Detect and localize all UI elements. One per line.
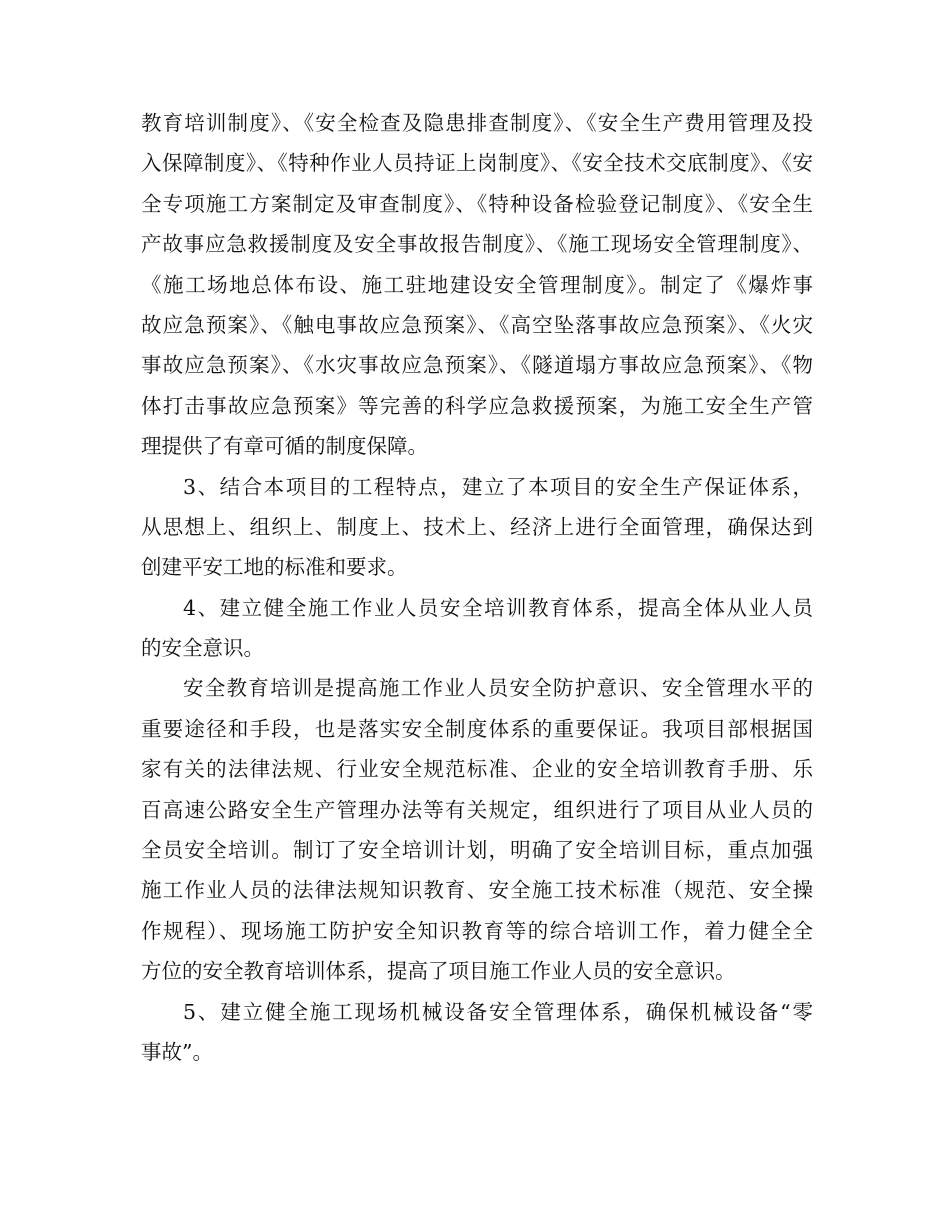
text-line: 体打击事故应急预案》等完善的科学应急救援预案，为施工安全生产管	[141, 393, 813, 418]
text-line: 理提供了有章可循的制度保障。	[141, 434, 428, 459]
text-line: 4、建立健全施工作业人员安全培训教育体系，提高全体从业人员	[183, 595, 813, 620]
text-line: 入保障制度》、《特种作业人员持证上岗制度》、《安全技术交底制度》、《安	[141, 151, 813, 176]
text-line: 产故事应急救援制度及安全事故报告制度》、《施工现场安全管理制度》、	[141, 232, 813, 257]
text-line: 施工作业人员的法律法规知识教育、安全施工技术标准（规范、安全操	[141, 878, 813, 903]
paragraph-item-3	[141, 467, 813, 588]
text-line: 教育培训制度》、《安全检查及隐患排查制度》、《安全生产费用管理及投	[141, 111, 813, 135]
text-line: 3、结合本项目的工程特点，建立了本项目的安全生产保证体系，	[183, 474, 813, 499]
text-line: 安全教育培训是提高施工作业人员安全防护意识、安全管理水平的	[183, 676, 813, 701]
paragraph-regulations	[141, 103, 813, 467]
text-line: 故应急预案》、《触电事故应急预案》、《高空坠落事故应急预案》、《火灾	[141, 312, 813, 337]
text-line: 的安全意识。	[141, 636, 264, 661]
text-line: 事故”。	[141, 1039, 213, 1064]
text-line: 全专项施工方案制定及审查制度》、《特种设备检验登记制度》、《安全生	[141, 191, 813, 216]
text-line: 5、建立健全施工现场机械设备安全管理体系，确保机械设备“零	[183, 999, 813, 1024]
body-text	[141, 103, 813, 1072]
text-line: 《施工场地总体布设、施工驻地建设安全管理制度》。制定了《爆炸事	[141, 272, 813, 297]
text-line: 事故应急预案》、《水灾事故应急预案》、《隧道塌方事故应急预案》、《物	[141, 353, 813, 378]
text-line: 创建平安工地的标准和要求。	[141, 555, 408, 580]
text-line: 作规程）、现场施工防护安全知识教育等的综合培训工作，着力健全全	[141, 918, 813, 943]
text-line: 重要途径和手段，也是落实安全制度体系的重要保证。我项目部根据国	[141, 716, 813, 741]
text-line: 全员安全培训。制订了安全培训计划，明确了安全培训目标，重点加强	[141, 838, 813, 863]
text-line: 方位的安全教育培训体系，提高了项目施工作业人员的安全意识。	[141, 959, 736, 984]
paragraph-training	[141, 668, 813, 991]
text-line: 百高速公路安全生产管理办法等有关规定，组织进行了项目从业人员的	[141, 797, 813, 822]
paragraph-item-5	[141, 992, 813, 1073]
text-line: 从思想上、组织上、制度上、技术上、经济上进行全面管理，确保达到	[141, 514, 813, 539]
text-line: 家有关的法律法规、行业安全规范标准、企业的安全培训教育手册、乐	[141, 757, 813, 782]
paragraph-item-4	[141, 588, 813, 669]
